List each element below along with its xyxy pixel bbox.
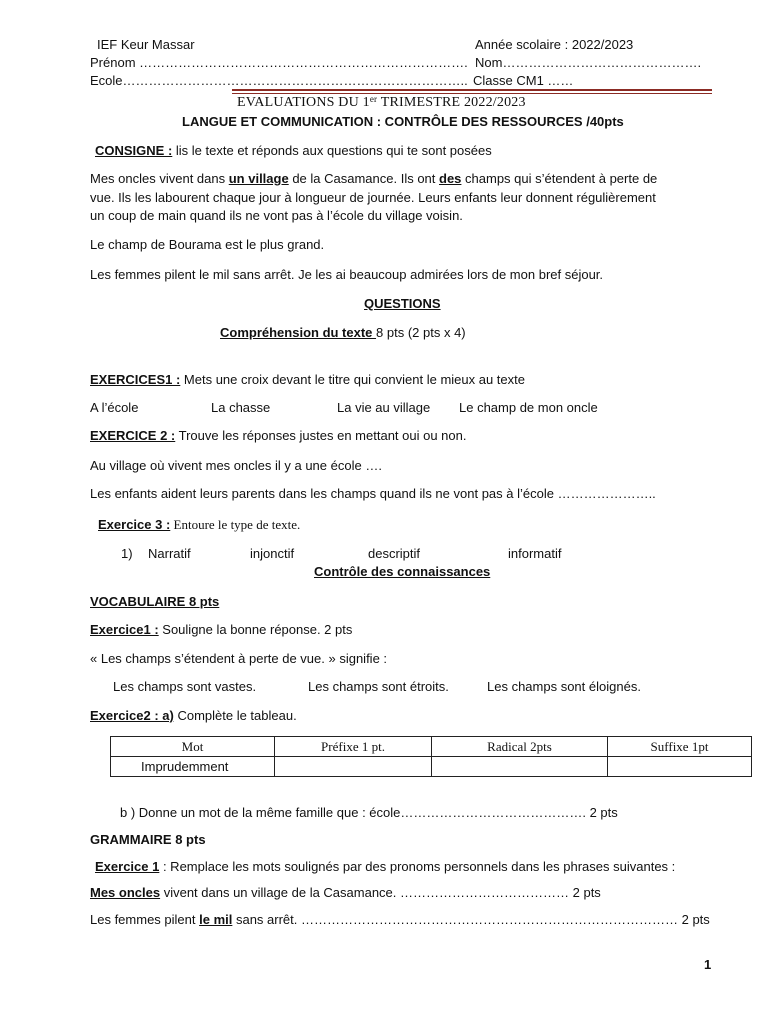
ex3-option: descriptif bbox=[368, 546, 421, 561]
exercise-3-instruction: Exercice 3 : Entoure le type de texte. bbox=[98, 517, 301, 532]
exercise-1-instruction: EXERCICES1 : Mets une croix devant le titre qui convient le mieux au texte bbox=[90, 372, 525, 387]
vocab-b-question: b ) Donne un mot de la même famille que : école……………………………………. 2 pts bbox=[120, 805, 618, 820]
vocab-choice: Les champs sont vastes. bbox=[113, 679, 257, 694]
header-rule-bottom bbox=[232, 93, 712, 94]
ex3-option: Narratif bbox=[148, 546, 191, 561]
table-header: Radical 2pts bbox=[432, 737, 608, 757]
table-header: Préfixe 1 pt. bbox=[275, 737, 432, 757]
vocab-choice: Les champs sont étroits. bbox=[308, 679, 449, 694]
classe-field: Classe CM1 …… bbox=[473, 73, 574, 88]
school-year: Année scolaire : 2022/2023 bbox=[475, 37, 634, 52]
ex2-statement: Au village où vivent mes oncles il y a une école …. bbox=[90, 458, 382, 473]
vocabulaire-heading: VOCABULAIRE 8 pts bbox=[90, 594, 220, 609]
ief-label: IEF Keur Massar bbox=[97, 37, 195, 52]
header-rule-top bbox=[232, 89, 712, 91]
table-cell-blank bbox=[275, 757, 432, 777]
ex2-statement: Les enfants aident leurs parents dans les champs quand ils ne vont pas à l’école ………………….. bbox=[90, 486, 656, 501]
table-cell-blank bbox=[432, 757, 608, 777]
questions-heading: QUESTIONS bbox=[364, 296, 441, 311]
ex1-option: Le champ de mon oncle bbox=[459, 400, 598, 415]
grammar-sentence-2: Les femmes pilent le mil sans arrêt. …………………………………………………………………………… 2 pts bbox=[90, 912, 710, 927]
ex1-option: A l’école bbox=[90, 400, 139, 415]
vocab-exercise-2: Exercice2 : a) Complète le tableau. bbox=[90, 708, 297, 723]
grammaire-heading: GRAMMAIRE 8 pts bbox=[90, 832, 206, 847]
text-paragraph-3: Les femmes pilent le mil sans arrêt. Je les ai beaucoup admirées lors de mon bref séjour. bbox=[90, 267, 604, 282]
ex3-option: injonctif bbox=[250, 546, 295, 561]
nom-field: Nom………………………………………. bbox=[475, 55, 702, 70]
text-line-2: vue. Ils les labourent chaque jour à longueur de journée. Leurs enfants leur donnent régulièrement bbox=[90, 190, 656, 205]
text-line-3: un coup de main quand ils ne vont pas à l’école du village voisin. bbox=[90, 208, 463, 223]
exercise-2-instruction: EXERCICE 2 : Trouve les réponses justes en mettant oui ou non. bbox=[90, 428, 467, 443]
page-subtitle: LANGUE ET COMMUNICATION : CONTRÔLE DES RESSOURCES /40pts bbox=[182, 114, 624, 129]
page-title: EVALUATIONS DU 1er TRIMESTRE 2022/2023 bbox=[237, 94, 526, 110]
grammar-sentence-1: Mes oncles vivent dans un village de la Casamance. ………………………………… 2 pts bbox=[90, 885, 601, 900]
vocab-exercise-1: Exercice1 : Souligne la bonne réponse. 2 pts bbox=[90, 622, 353, 637]
text-paragraph-2: Le champ de Bourama est le plus grand. bbox=[90, 237, 325, 252]
ex3-number: 1) bbox=[121, 546, 133, 561]
ex1-option: La chasse bbox=[211, 400, 271, 415]
table-header: Mot bbox=[111, 737, 275, 757]
text-line-1: Mes oncles vivent dans un village de la Casamance. Ils ont des champs qui s’étendent à perte de bbox=[90, 171, 658, 186]
word-table bbox=[110, 736, 752, 777]
connaissances-heading: Contrôle des connaissances bbox=[314, 564, 491, 579]
comprehension-heading: Compréhension du texte 8 pts (2 pts x 4) bbox=[220, 325, 466, 340]
ecole-field: Ecole…………………………………………………………………….. bbox=[90, 73, 468, 88]
vocab-quote: « Les champs s’étendent à perte de vue. » signifie : bbox=[90, 651, 388, 666]
prenom-field: Prénom …………………………………………………………………. bbox=[90, 55, 468, 70]
vocab-choice: Les champs sont éloignés. bbox=[487, 679, 641, 694]
grammar-exercise-1: Exercice 1 : Remplace les mots soulignés par des pronoms personnels dans les phrases suivantes : bbox=[95, 859, 676, 874]
consigne: CONSIGNE : lis le texte et réponds aux questions qui te sont posées bbox=[95, 143, 492, 158]
page-number: 1 bbox=[704, 957, 712, 972]
ex1-option: La vie au village bbox=[337, 400, 431, 415]
table-cell-word: Imprudemment bbox=[111, 757, 275, 777]
ex3-option: informatif bbox=[508, 546, 562, 561]
table-cell-blank bbox=[608, 757, 752, 777]
table-header: Suffixe 1pt bbox=[608, 737, 752, 757]
